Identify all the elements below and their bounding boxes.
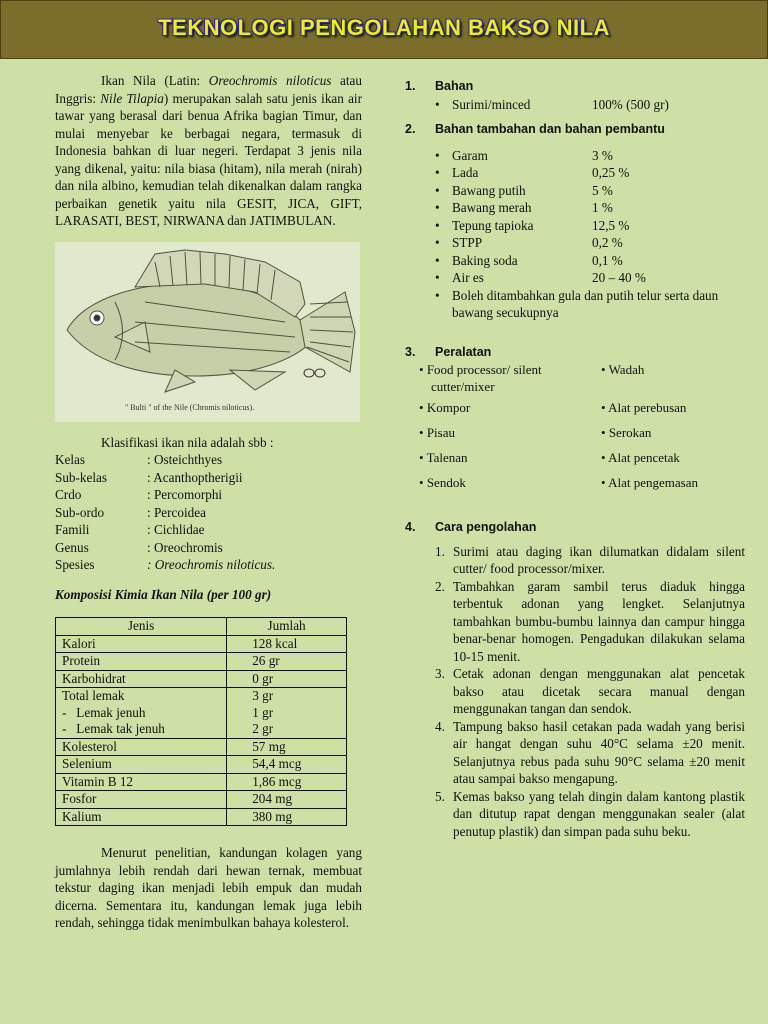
step-item: [405, 578, 745, 666]
item-value: 0,2 %: [592, 235, 623, 250]
table-cell: 380 mg: [227, 808, 347, 826]
table-header: Jumlah: [227, 618, 347, 636]
section-title: Cara pengolahan: [435, 520, 537, 534]
table-cell: 1,86 mcg: [227, 773, 347, 791]
tool-label: Pisau: [426, 425, 455, 440]
intro-text-b: atau Inggris:: [55, 73, 362, 106]
klasifikasi-key: Kelas: [55, 452, 86, 467]
tool-label: Serokan: [608, 425, 652, 440]
intro-latin: Oreochromis niloticus: [208, 73, 332, 88]
item-value: 0,25 %: [592, 165, 630, 180]
klasifikasi-row: [55, 521, 362, 539]
item-value: 20 – 40 %: [592, 270, 646, 285]
klasifikasi-row: [55, 539, 362, 557]
table-cell-line: Total lemak: [62, 688, 125, 703]
table-row: [56, 653, 347, 671]
klasifikasi-value: : Osteichthyes: [147, 452, 223, 467]
step-text: Tambahkan garam sambil terus diaduk hingga terbentuk adonan yang lengket. Selanjutnya tambahkan bumbu-bumbu lainnya dan campur hingga benar-benar homogen. Pengadukan dilakukan selama 10-15 menit.: [453, 578, 745, 664]
klasifikasi-list: [55, 451, 362, 574]
item-value: 100% (500 gr): [592, 96, 669, 112]
left-column: [55, 72, 362, 932]
list-item: [405, 96, 745, 114]
list-item: [405, 217, 745, 235]
tool-label: Kompor: [426, 400, 471, 415]
step-item: [405, 718, 745, 788]
klasifikasi-value: : Percomorphi: [147, 487, 223, 502]
klasifikasi-key: Sub-ordo: [55, 504, 105, 520]
table-cell: 204 mg: [227, 791, 347, 809]
step-text: Surimi atau daging ikan dilumatkan didalam silent cutter/ food processor/mixer.: [453, 543, 745, 576]
table-row: [56, 670, 347, 688]
item-name: Lada: [452, 165, 479, 180]
tool-label: Alat pengemasan: [608, 475, 698, 490]
step-number: 4.: [435, 718, 445, 734]
tool-item: • Kompor: [419, 400, 471, 415]
table-row: [56, 773, 347, 791]
table-cell-line: - Lemak jenuh: [62, 704, 146, 720]
table-cell: Protein: [56, 653, 227, 671]
table-cell: 128 kcal: [227, 635, 347, 653]
table-cell-line: 2 gr: [252, 721, 274, 736]
table-cell: Karbohidrat: [56, 670, 227, 688]
klasifikasi-value: : Acanthoptherigii: [147, 469, 243, 485]
step-number: 3.: [435, 666, 445, 681]
list-item: • Boleh ditambahkan gula dan putih telur serta daun bawang secukupnya: [405, 287, 745, 322]
tool-item: • Alat perebusan: [601, 400, 687, 415]
table-header-row: [56, 618, 347, 636]
section-title: Bahan: [435, 79, 474, 93]
list-item: [405, 269, 745, 287]
section-tambahan-heading: [405, 121, 745, 139]
table-cell: Vitamin B 12: [56, 773, 227, 791]
step-text: Cetak adonan dengan menggunakan alat pencetak bakso atau dicetak secara manual dengan menggunakan tangan dan sendok.: [453, 666, 745, 716]
section-title: Bahan tambahan dan bahan pembantu: [435, 122, 665, 136]
klasifikasi-row: [55, 451, 362, 469]
step-item: [405, 543, 745, 578]
table-row: [56, 791, 347, 809]
section-number: 3.: [405, 344, 416, 359]
list-item: [405, 234, 745, 252]
komposisi-heading: Komposisi Kimia Ikan Nila (per 100 gr): [55, 586, 272, 602]
section-number: 1.: [405, 79, 416, 93]
klasifikasi-key: Genus: [55, 539, 89, 555]
klasifikasi-value: : Cichlidae: [147, 522, 205, 537]
section-title: Peralatan: [435, 344, 492, 359]
list-item: [405, 199, 745, 217]
tool-item: • Food processor/ silent cutter/mixer: [419, 362, 542, 394]
list-item: [405, 252, 745, 270]
step-text: Kemas bakso yang telah dingin dalam kantong plastik dan ditutup rapat dengan menggunakan sealer (alat penutup plastik) dan simpan pada suhu beku.: [453, 788, 745, 839]
step-item: [405, 788, 745, 841]
section-number: 4.: [405, 520, 416, 534]
step-item: [405, 665, 745, 718]
list-item: [405, 164, 745, 182]
klasifikasi-row: [55, 486, 362, 504]
tool-item: • Alat pengemasan: [601, 475, 698, 490]
section-peralatan-heading: [405, 344, 745, 362]
table-cell-line: - Lemak tak jenuh: [62, 721, 165, 736]
cara-steps: [405, 543, 745, 841]
item-value: 12,5 %: [592, 217, 630, 233]
intro-text-a: Ikan Nila (Latin:: [101, 73, 209, 88]
fish-caption: " Bulti " of the Nile (Chromis niloticus).: [125, 402, 255, 412]
klasifikasi-key: Spesies: [55, 557, 95, 572]
table-cell: Kolesterol: [56, 738, 227, 756]
tool-item: • Talenan: [419, 450, 468, 465]
klasifikasi-intro: Klasifikasi ikan nila adalah sbb :: [101, 434, 274, 450]
tool-label: Talenan: [426, 450, 468, 465]
table-cell: Fosfor: [56, 791, 227, 809]
list-item: [405, 182, 745, 200]
right-column: [405, 78, 745, 840]
tool-item: • Alat pencetak: [601, 450, 680, 465]
table-row: [56, 635, 347, 653]
table-row: [56, 808, 347, 826]
klasifikasi-key: Famili: [55, 522, 90, 537]
table-cell: 0 gr: [227, 670, 347, 688]
item-name: Tepung tapioka: [452, 217, 534, 233]
tool-label: Alat perebusan: [608, 400, 687, 415]
section-bahan-heading: [405, 78, 745, 96]
table-cell: [56, 688, 227, 739]
klasifikasi-row: [55, 469, 362, 487]
tool-item: • Pisau: [419, 425, 455, 440]
list-item: [405, 147, 745, 165]
step-text: Tampung bakso hasil cetakan pada wadah yang berisi air hangat dengan suhu 40°C selama ±20 menit. Selanjutnya rebus pada suhu 90°C selama ±20 menit atau sampai bakso mengapung.: [453, 718, 745, 786]
table-header: Jenis: [56, 618, 227, 636]
tool-label: Wadah: [608, 362, 645, 377]
item-name: Baking soda: [452, 252, 518, 268]
table-cell: 57 mg: [227, 738, 347, 756]
klasifikasi-key: Sub-kelas: [55, 469, 108, 485]
komposisi-table: [55, 617, 347, 826]
table-cell: Kalori: [56, 635, 227, 653]
section-cara-heading: [405, 519, 745, 537]
item-name: Bawang merah: [452, 200, 532, 215]
table-row: [56, 756, 347, 774]
page-title: TEKNOLOGI PENGOLAHAN BAKSO NILA: [158, 15, 610, 40]
table-cell: Selenium: [56, 756, 227, 774]
step-number: 2.: [435, 578, 445, 594]
item-value: 5 %: [592, 182, 613, 198]
item-name: Bawang putih: [452, 182, 526, 198]
item-value: 1 %: [592, 200, 613, 215]
item-name: STPP: [452, 235, 483, 250]
step-number: 1.: [435, 543, 445, 559]
item-name: Garam: [452, 147, 488, 163]
fish-illustration: [55, 242, 360, 422]
intro-paragraph: [55, 72, 362, 230]
klasifikasi-value: : Oreochromis: [147, 539, 223, 555]
title-banner: [0, 0, 768, 59]
table-row: [56, 738, 347, 756]
klasifikasi-key: Crdo: [55, 487, 82, 502]
tool-item: • Serokan: [601, 425, 652, 440]
klasifikasi-value: : Percoidea: [147, 504, 206, 520]
klasifikasi-row: [55, 504, 362, 522]
table-cell-line: 3 gr: [252, 688, 274, 703]
table-cell: [227, 688, 347, 739]
tool-label: Alat pencetak: [608, 450, 680, 465]
klasifikasi-row: [55, 556, 362, 574]
item-value: 0,1 %: [592, 252, 623, 268]
fish-drawing: [55, 242, 360, 422]
table-cell: 54,4 mcg: [227, 756, 347, 774]
intro-text-c: ) merupakan salah satu jenis ikan air tawar yang berasal dari benua Afrika bagian Timur, dan mulai menyebar ke berbagai negara, termasuk di Indonesia bahkan di luar negeri. Terdapat 3 jenis nila yang dikenal, yaitu: nila biasa (hitam), nila merah (nirah) dan nila albino, kemudian telah dikenalkan dalam rangka perbaikan genetik yaitu nila GESIT, JICA, GIFT, LARASATI, BEST, NIRWANA dan JATIMBULAN.: [55, 90, 362, 228]
item-value: 3 %: [592, 147, 613, 163]
table-cell-line: 1 gr: [252, 704, 274, 720]
section-number: 2.: [405, 122, 416, 136]
intro-english: Nile Tilapia: [100, 90, 164, 106]
item-name: Surimi/minced: [452, 96, 531, 112]
table-cell: 26 gr: [227, 653, 347, 671]
tool-label: Sendok: [426, 475, 466, 490]
table-cell: Kalium: [56, 808, 227, 826]
penutup-paragraph: Menurut penelitian, kandungan kolagen yang jumlahnya lebih rendah dari hewan ternak, membuat tekstur daging ikan menjadi lebih empuk dan mudah dicerna. Sementara itu, kandungan lemak juga lebih rendah, sehingga tidak menimbulkan bahaya kolesterol.: [55, 845, 362, 930]
peralatan-grid: [405, 361, 745, 499]
table-row: [56, 688, 347, 739]
tool-item: • Wadah: [601, 362, 645, 377]
item-name: Air es: [452, 270, 484, 285]
tool-label: Food processor/ silent cutter/mixer: [426, 362, 542, 394]
step-number: 5.: [435, 788, 445, 804]
tool-item: • Sendok: [419, 475, 466, 490]
klasifikasi-value: : Oreochromis niloticus.: [147, 557, 276, 572]
